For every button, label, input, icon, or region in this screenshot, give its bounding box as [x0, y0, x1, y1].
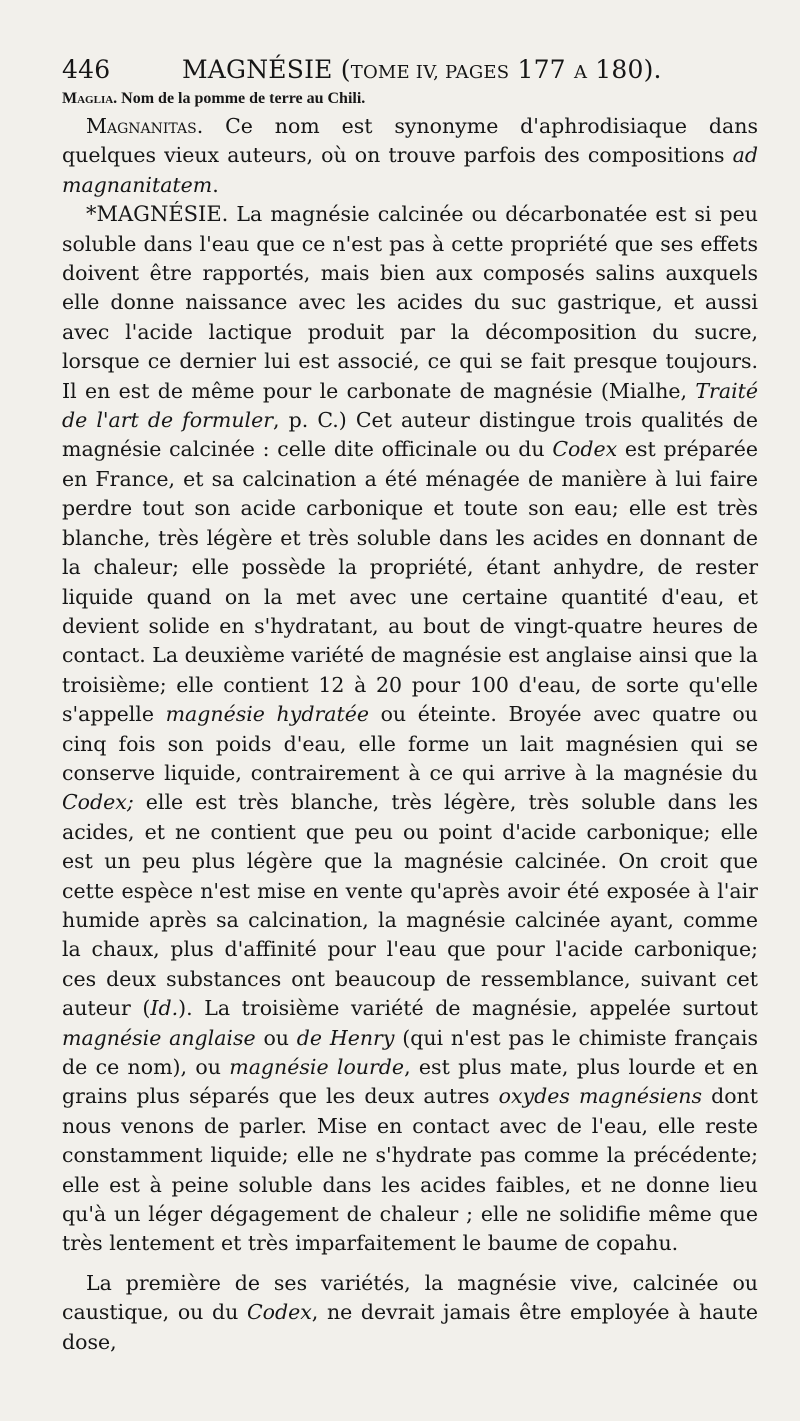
magnesie-text-3: est préparée en France, et sa calcination a été ménagée de manière à lui faire perdre tout son acide carbonique et toute son eau; elle est très blanche, très légère et très soluble dans les acides en donnant de la chaleur; elle possède la propriété, étant anhydre, de rester liquide quand on la met avec une certaine quantité d'eau, et devient solide en s'hydratant, au bout de vingt-quatre heures de contact. La deuxième variété de magnésie est anglaise ainsi que la troisième; elle contient 12 à 20 pour 100 d'eau, de sorte qu'elle s'appelle — [62, 437, 758, 727]
page-header — [62, 50, 762, 90]
running-title-main: MAGNÉSIE — [182, 55, 333, 84]
entry-term-magnanitas: Magnanitas. — [86, 114, 204, 138]
magnesie-italic-8: magnésie lourde — [229, 1055, 405, 1079]
entry-text-maglia: Nom de la pomme de terre au Chili. — [117, 90, 366, 107]
running-title-ref-pages: 177 — [509, 55, 574, 84]
magnesie-italic-2: Codex — [552, 437, 618, 462]
entry-magnesie — [62, 200, 758, 1259]
magnesie-text-2: , p. C.) Cet auteur distingue trois qualités de magnésie calcinée : celle dite officinale ou du — [62, 408, 758, 462]
magnesie-text-10: dont nous venons de parler. Mise en contact avec de l'eau, elle reste constamment liquide; elle ne s'hydrate pas comme la précédente; elle est à peine soluble dans les acides faibles, et ne donne lieu qu'à un léger dégagement de chaleur ; elle ne solidifie même que très lentement et très imparfaitement le baume de copahu. — [62, 1084, 758, 1256]
magnesie-text-5: elle est très blanche, très légère, très soluble dans les acides, et ne contient que peu ou point d'acide carbonique; elle est un peu plus légère que la magnésie calcinée. On croit que cette espèce n'est mise en vente qu'après avoir été exposée à l'air humide après sa calcination, la magnésie calcinée ayant, comme la chaux, plus d'affinité pour l'eau que pour l'acide carbonique; ces deux substances ont beaucoup de ressemblance, suivant cet auteur ( — [62, 790, 758, 1021]
entry-italic-magnanitas: ad magnanitatem — [62, 143, 758, 197]
magnesie-italic-5: Id. — [150, 996, 179, 1021]
entry-text-magnanitas: Ce nom est synonyme d'aphrodisiaque dans quelques vieux auteurs, où on trouve parfois des compositions — [62, 114, 758, 168]
magnesie-italic-7: de Henry — [296, 1025, 395, 1050]
magnesie-italic-3: magnésie hydratée — [165, 702, 369, 727]
magnesie-text-9: , est plus mate, plus lourde et en grains plus séparés que les deux autres — [62, 1055, 759, 1109]
running-title-ref-open: ( — [340, 55, 351, 84]
entry-term-magnesie: *MAGNÉSIE. — [86, 202, 229, 227]
magnesie-text-8: (qui n'est pas le chimiste français de ce nom), ou — [62, 1025, 759, 1079]
magnesie-italic-4: Codex; — [62, 790, 134, 815]
final-text-1: La première de ses variétés, la magnésie vive, calcinée ou caustique, ou du — [62, 1270, 758, 1325]
magnesie-italic-9: oxydes magnésiens — [498, 1084, 702, 1109]
magnesie-italic-6: magnésie anglaise — [62, 1025, 256, 1050]
running-title-ref-end: 180). — [587, 55, 662, 84]
running-title-ref-a: A — [573, 62, 588, 83]
page-body — [62, 86, 758, 1357]
final-italic-1: Codex — [246, 1300, 312, 1325]
magnesie-text-4: ou éteinte. Broyée avec quatre ou cinq fois son poids d'eau, elle forme un lait magnésien qui se conserve liquide, contrairement à ce qui arrive à la magnésie du — [62, 702, 758, 785]
entry-end-magnanitas: . — [212, 172, 219, 197]
magnesie-text-7: ou — [255, 1025, 297, 1050]
entry-maglia — [62, 86, 758, 112]
running-title-ref-small: TOME IV, PAGES — [350, 62, 510, 83]
magnesie-text-1: La magnésie calcinée ou décarbonatée est si peu soluble dans l'eau que ce n'est pas à cette propriété que ses effets doivent être rapportés, mais bien aux composés salins auxquels elle donne naissance avec les acides du suc gastrique, et aussi avec l'acide lactique produit par la décomposition du sucre, lorsque ce dernier lui est associé, ce qui se fait presque toujours. Il en est de même pour le carbonate de magnésie (Mialhe, — [62, 202, 758, 403]
magnesie-text-6: ). La troisième variété de magnésie, appelée surtout — [178, 996, 759, 1021]
paragraph-final — [62, 1269, 758, 1357]
entry-term-maglia: Maglia. — [62, 90, 118, 107]
page-number: 446 — [62, 55, 111, 84]
magnesie-italic-1: Traité de l'art de formuler — [62, 378, 758, 433]
final-text-2: , ne devrait jamais être employée à haute dose, — [62, 1300, 758, 1354]
entry-magnanitas — [62, 112, 758, 200]
